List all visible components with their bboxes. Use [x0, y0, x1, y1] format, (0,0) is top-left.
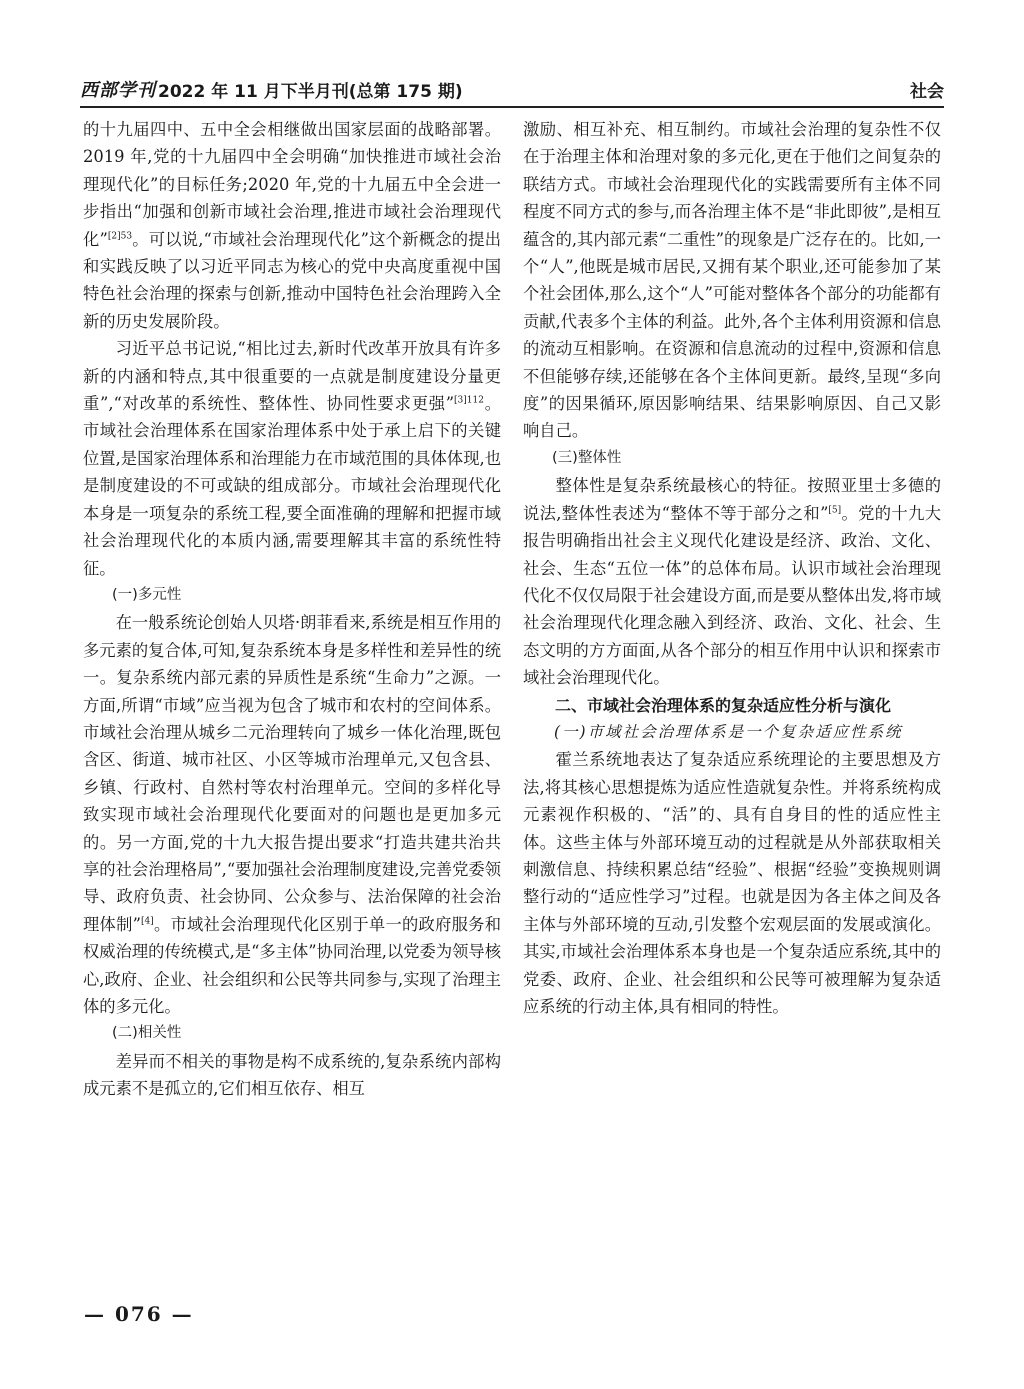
- right-column: [523, 116, 941, 1020]
- paragraph: 差异而不相关的事物是构不成系统的,复杂系统内部构成元素不是孤立的,它们相互依存、相互: [83, 1051, 501, 1099]
- page-number: — 076 —: [84, 1302, 194, 1326]
- citation: [2]53: [107, 231, 133, 242]
- citation: [4]: [140, 916, 154, 927]
- citation: [3]112: [454, 395, 484, 406]
- paragraph-text: 。党的十九大报告明确指出社会主义现代化建设是经济、政治、文化、社会、生态“五位一体”的总体布局。认识市域社会治理现代化不仅仅局限于社会建设方面,而是要从整体出发,将市域社会治理现代化理念融入到经济、政治、文化、社会、生态文明的方方面面,从各个部分的相互作用中认识和探索市域社会治理现代化。: [523, 503, 941, 688]
- paragraph-text: 。市域社会治理现代化区别于单一的政府服务和权威治理的传统模式,是“多主体”协同治理,以党委为领导核心,政府、企业、社会组织和公民等共同参与,实现了治理主体的多元化。: [83, 914, 501, 1016]
- paragraph-text: 。市域社会治理体系在国家治理体系中处于承上启下的关键位置,是国家治理体系和治理能力在市域范围的具体体现,也是制度建设的不可或缺的组成部分。市域社会治理现代化本身是一项复杂的系统工程,要全面准确的理解和把握市域社会治理现代化的本质内涵,需要理解其丰富的系统性特征。: [83, 394, 501, 578]
- paragraph-text: 。可以说,“市域社会治理现代化”这个新概念的提出和实践反映了以习近平同志为核心的党中央高度重视中国特色社会治理的探索与创新,推动中国特色社会治理跨入全新的历史发展阶段。: [83, 229, 502, 331]
- running-header: [80, 72, 944, 108]
- section-title: 二、市域社会治理体系的复杂适应性分析与演化: [555, 695, 892, 715]
- citation: [5]: [828, 505, 842, 516]
- subheading: (一)多元性: [112, 586, 182, 603]
- section-name: 社会: [910, 82, 944, 102]
- issue-info: 2022 年 11 月下半月刊(总第 175 期): [158, 82, 463, 102]
- paragraph: [83, 609, 501, 1020]
- paragraph: [523, 472, 941, 691]
- journal-name: 西部学刊: [80, 80, 156, 101]
- header-left: [80, 76, 463, 102]
- paragraph: [83, 335, 501, 582]
- paragraph-text: 的十九届四中、五中全会相继做出国家层面的战略部署。2019 年,党的十九届四中全会明确“加快推进市域社会治理现代化”的目标任务;2020 年,党的十九届五中全会进一步指出“加强和创新市域社会治理,推进市域社会治理现代化”: [83, 120, 501, 249]
- paragraph: [83, 116, 501, 335]
- subheading: (一)市域社会治理体系是一个复杂适应性系统: [554, 722, 903, 741]
- paragraph-text: 习近平总书记说,“相比过去,新时代改革开放具有许多新的内涵和特点,其中很重要的一点就是制度建设分量更重”,“对改革的系统性、整体性、协同性要求更强”: [83, 339, 501, 414]
- paragraph-text: 整体性是复杂系统最核心的特征。按照亚里士多德的说法,整体性表述为“整体不等于部分之和”: [523, 476, 941, 523]
- paragraph: 霍兰系统地表达了复杂适应系统理论的主要思想及方法,将其核心思想提炼为适应性造就复杂性。并将系统构成元素视作积极的、“活”的、具有自身目的性的适应性主体。这些主体与外部环境互动的过程就是从外部获取相关刺激信息、持续积累总结“经验”、根据“经验”变换规则调整行动的“适应性学习”过程。也就是因为各主体之间及各主体与外部环境的互动,引发整个宏观层面的发展或演化。其实,市域社会治理体系本身也是一个复杂适应系统,其中的党委、政府、企业、社会组织和公民等可被理解为复杂适应系统的行动主体,具有相同的特性。: [523, 750, 941, 1016]
- subheading: (二)相关性: [112, 1025, 182, 1042]
- paragraph-text: 在一般系统论创始人贝塔·朗菲看来,系统是相互作用的多元素的复合体,可知,复杂系统本身是多样性和差异性的统一。复杂系统内部元素的异质性是系统“生命力”之源。一方面,所谓“市域”应当视为包含了城市和农村的空间体系。市域社会治理从城乡二元治理转向了城乡一体化治理,既包含区、街道、城市社区、小区等城市治理单元,又包含县、乡镇、行政村、自然村等农村治理单元。空间的多样化导致实现市域社会治理现代化要面对的问题也是更加多元的。另一方面,党的十九大报告提出要求“打造共建共治共享的社会治理格局”,“要加强社会治理制度建设,完善党委领导、政府负责、社会协同、公众参与、法治保障的社会治理体制”: [83, 613, 501, 934]
- left-column: [83, 116, 501, 1103]
- subheading: (三)整体性: [552, 449, 622, 466]
- paragraph: 激励、相互补充、相互制约。市域社会治理的复杂性不仅在于治理主体和治理对象的多元化,更在于他们之间复杂的联结方式。市域社会治理现代化的实践需要所有主体不同程度不同方式的参与,而各治理主体不是“非此即彼”,是相互蕴含的,其内部元素“二重性”的现象是广泛存在的。比如,一个“人”,他既是城市居民,又拥有某个职业,还可能参加了某个社会团体,那么,这个“人”可能对整体各个部分的功能都有贡献,代表多个主体的利益。此外,各个主体利用资源和信息的流动互相影响。在资源和信息流动的过程中,资源和信息不但能够存续,还能够在各个主体间更新。最终,呈现“多向度”的因果循环,原因影响结果、结果影响原因、自己又影响自己。: [523, 120, 941, 441]
